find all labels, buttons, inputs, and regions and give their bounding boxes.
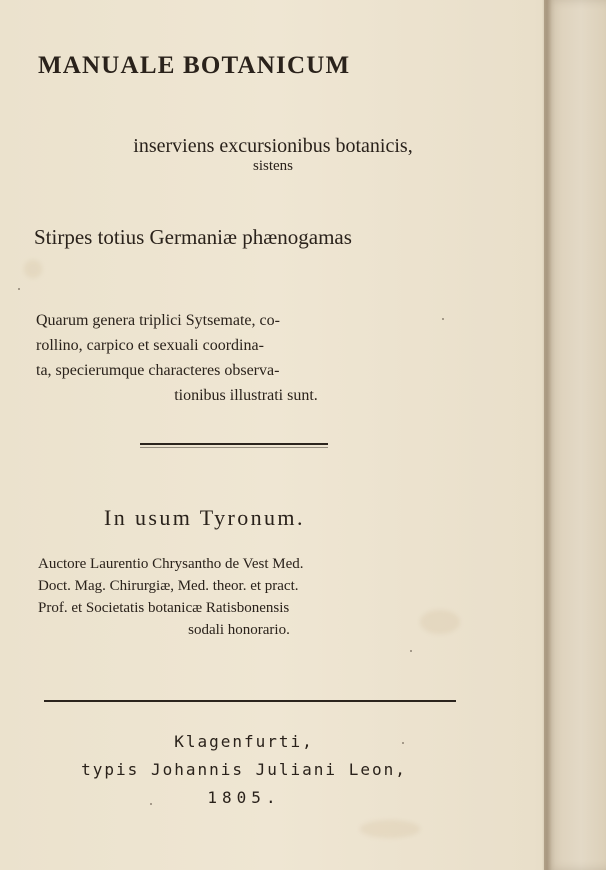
subtitle-block <box>68 132 478 175</box>
usum-line: In usum Tyronum. <box>104 505 305 530</box>
description-line-2: rollino, carpico et sexuali coordina- <box>36 337 264 354</box>
author-line-4: sodali honorario. <box>188 622 290 638</box>
imprint-rule <box>44 700 456 702</box>
description-paragraph <box>36 308 466 408</box>
imprint-year: 1805. <box>207 788 281 807</box>
page-gutter-shadow <box>542 0 552 870</box>
book-title: MANUALE BOTANICUM <box>38 52 351 79</box>
imprint-block <box>44 728 444 812</box>
ink-speck <box>402 742 404 744</box>
description-line-3: ta, specierumque characteres observa- <box>36 362 280 379</box>
author-line-3: Prof. et Societatis botanicæ Ratisbonensis <box>38 600 290 616</box>
ink-speck <box>442 318 444 320</box>
paper-stain <box>360 820 420 838</box>
decorative-rule <box>140 443 328 445</box>
ink-speck <box>410 650 412 652</box>
author-line-2: Doct. Mag. Chirurgiæ, Med. theor. et pract. <box>38 578 299 594</box>
author-line-1: Auctore Laurentio Chrysantho de Vest Med. <box>38 556 304 572</box>
author-paragraph <box>38 553 468 641</box>
imprint-city: Klagenfurti, <box>174 732 314 751</box>
paper-stain <box>24 260 42 278</box>
imprint-printer: typis Johannis Juliani Leon, <box>81 760 407 779</box>
subtitle-line-1: inserviens excursionibus botanicis, <box>133 135 413 157</box>
description-line-1: Quarum genera triplici Sytsemate, co- <box>36 312 280 329</box>
ink-speck <box>150 803 152 805</box>
ink-speck <box>18 288 20 290</box>
stirpes-line: Stirpes totius Germaniæ phænogamas <box>34 225 352 249</box>
description-line-4: tionibus illustrati sunt. <box>174 387 318 404</box>
next-leaf-edge <box>544 0 606 870</box>
subtitle-line-2: sistens <box>252 158 293 174</box>
